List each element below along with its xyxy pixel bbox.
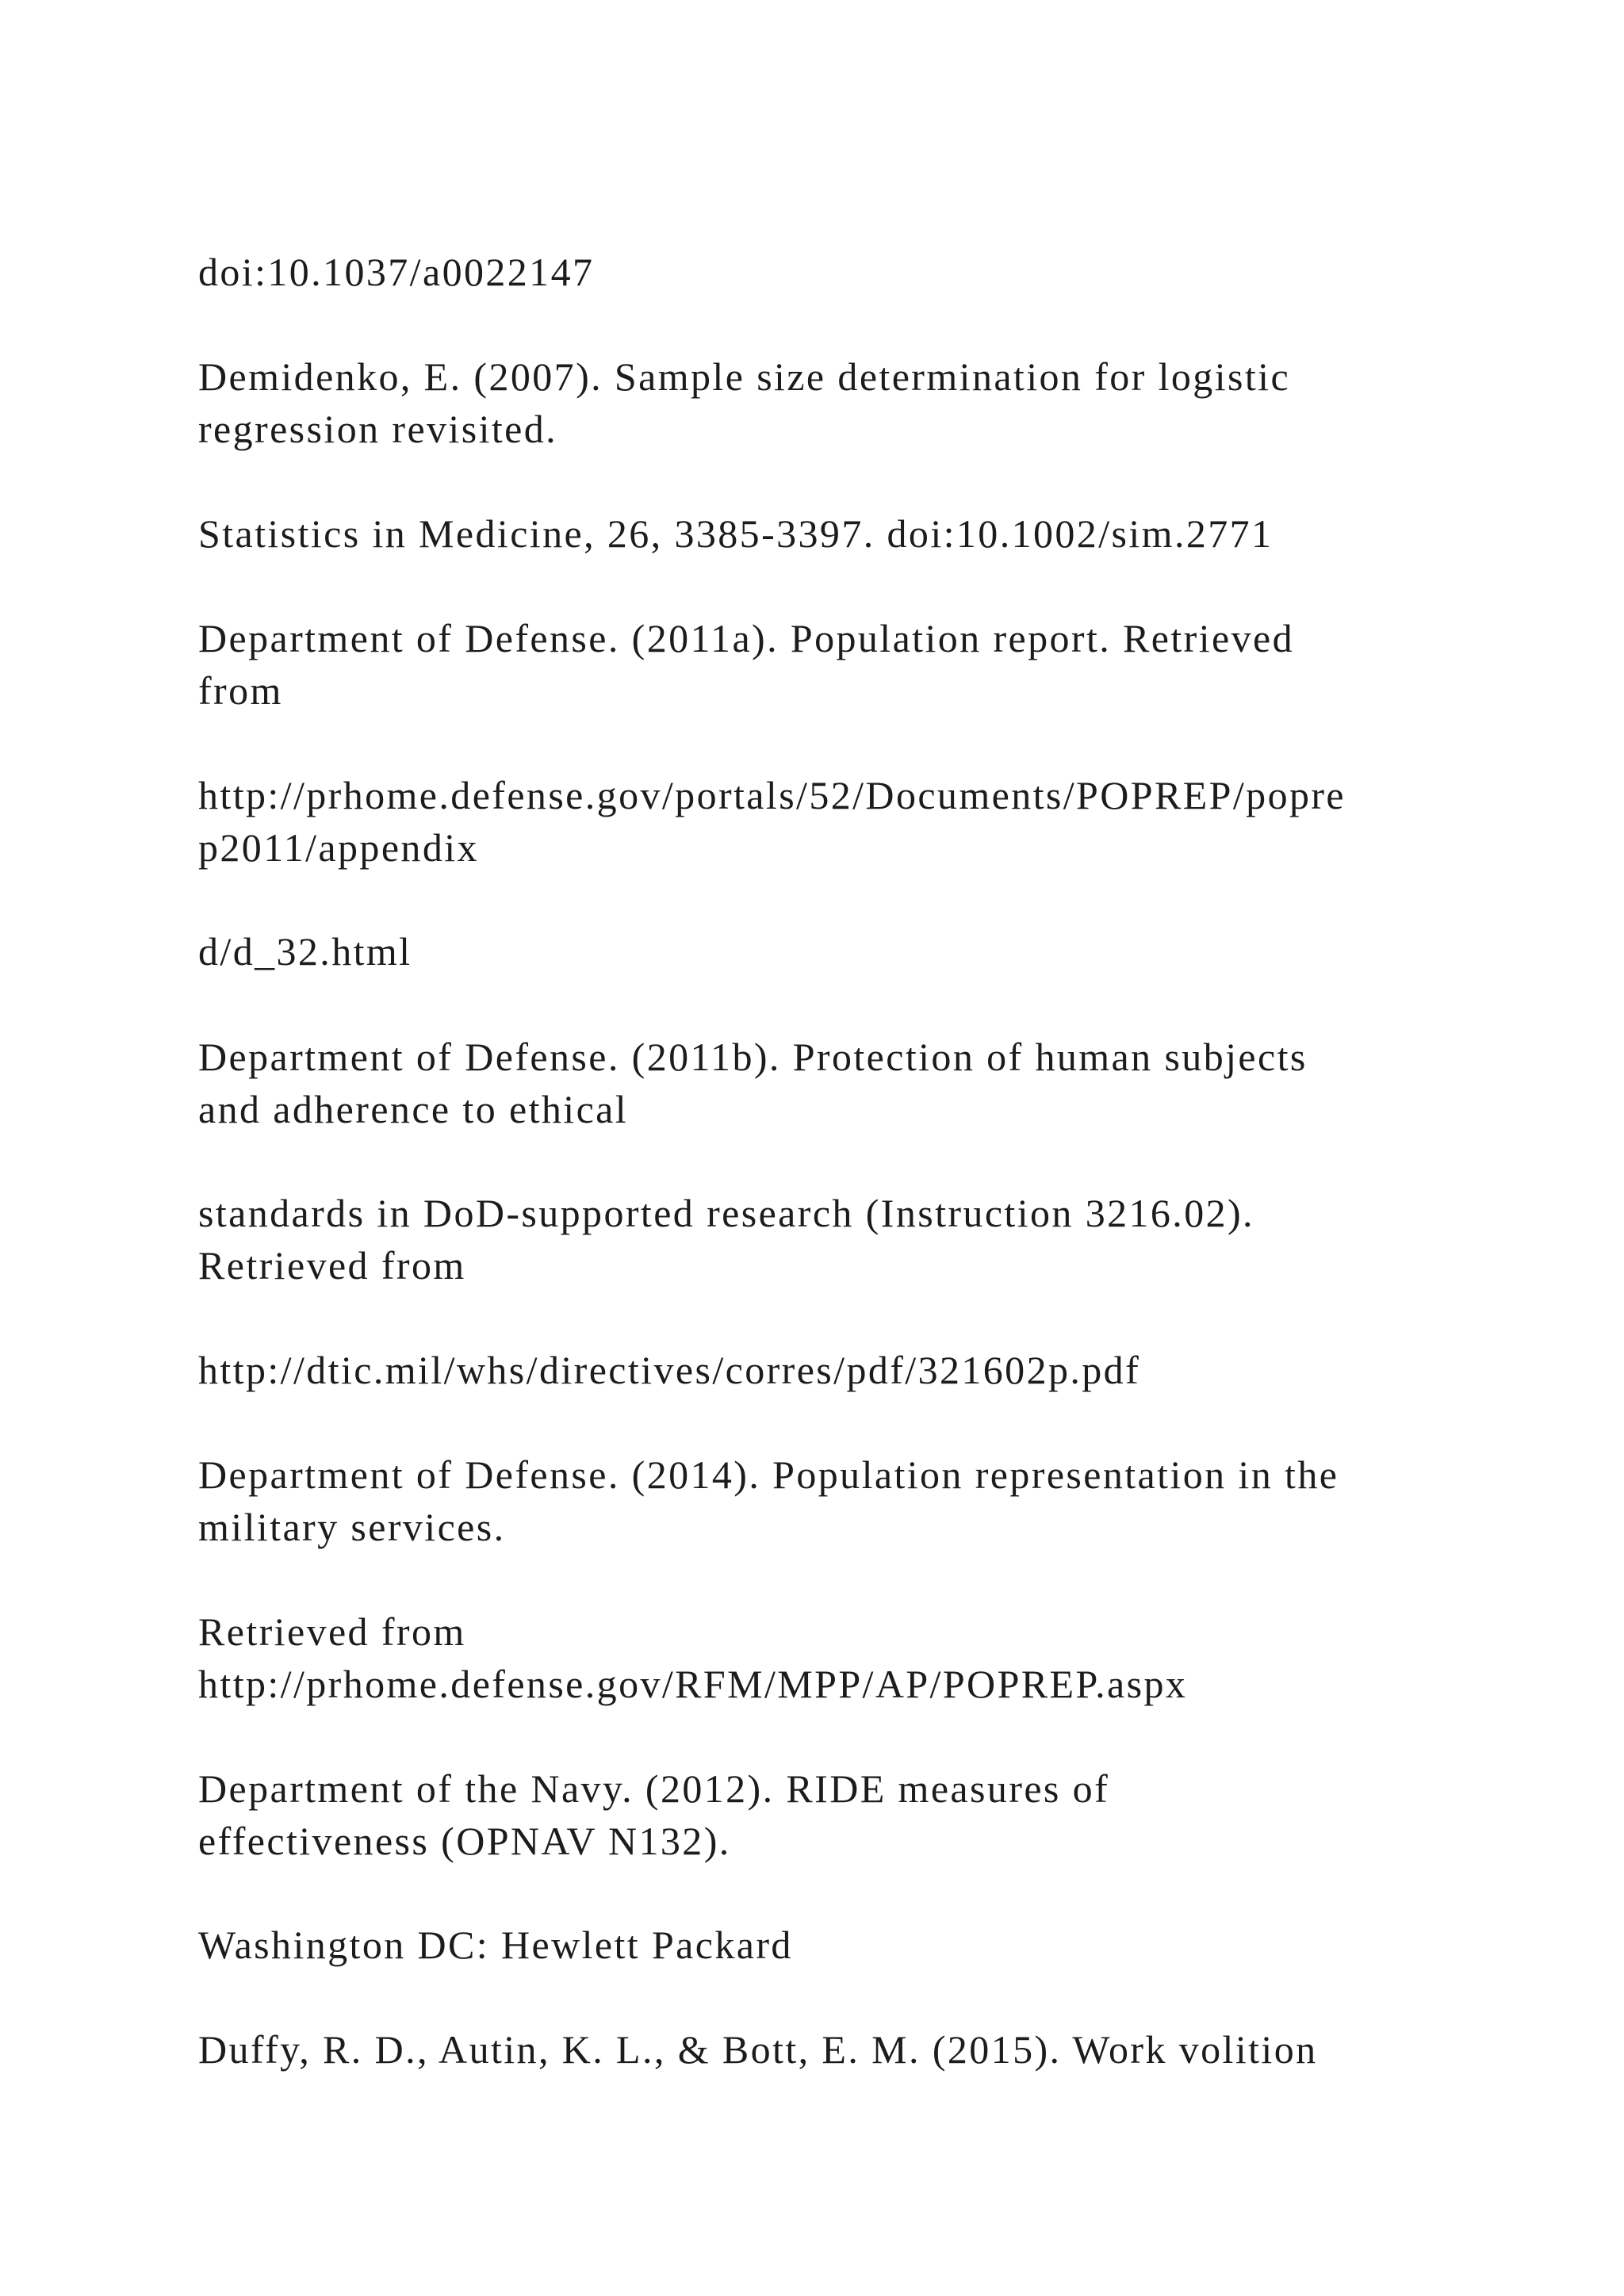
reference-dod-2014: Department of Defense. (2014). Population representation in the military services. [198,1452,1339,1549]
reference-dod-2011a: Department of Defense. (2011a). Population report. Retrieved from [198,616,1295,713]
reference-url-poprep-2011: http://prhome.defense.gov/portals/52/Documents/POPREP/popre p2011/appendix [198,773,1346,870]
reference-url-continuation: d/d_32.html [198,929,412,974]
reference-demidenko: Demidenko, E. (2007). Sample size determination for logistic regression revisited. [198,354,1291,451]
reference-url-dtic: http://dtic.mil/whs/directives/corres/pdf/321602p.pdf [198,1348,1141,1392]
reference-duffy-2015: Duffy, R. D., Autin, K. L., & Bott, E. M. (2015). Work volition [198,2027,1318,2072]
reference-line-doi: doi:10.1037/a0022147 [198,250,595,294]
reference-navy-2012-publisher: Washington DC: Hewlett Packard [198,1923,793,1967]
reference-dod-2011b: Department of Defense. (2011b). Protection of human subjects and adherence to ethical [198,1035,1308,1131]
reference-dod-2011b-continuation: standards in DoD-supported research (Instruction 3216.02). Retrieved from [198,1191,1254,1288]
reference-line-statistics-in-medicine: Statistics in Medicine, 26, 3385-3397. doi:10.1002/sim.2771 [198,511,1274,556]
reference-dod-2014-retrieved: Retrieved from http://prhome.defense.gov/RFM/MPP/AP/POPREP.aspx [198,1609,1188,1706]
reference-navy-2012: Department of the Navy. (2012). RIDE measures of effectiveness (OPNAV N132). [198,1766,1110,1863]
